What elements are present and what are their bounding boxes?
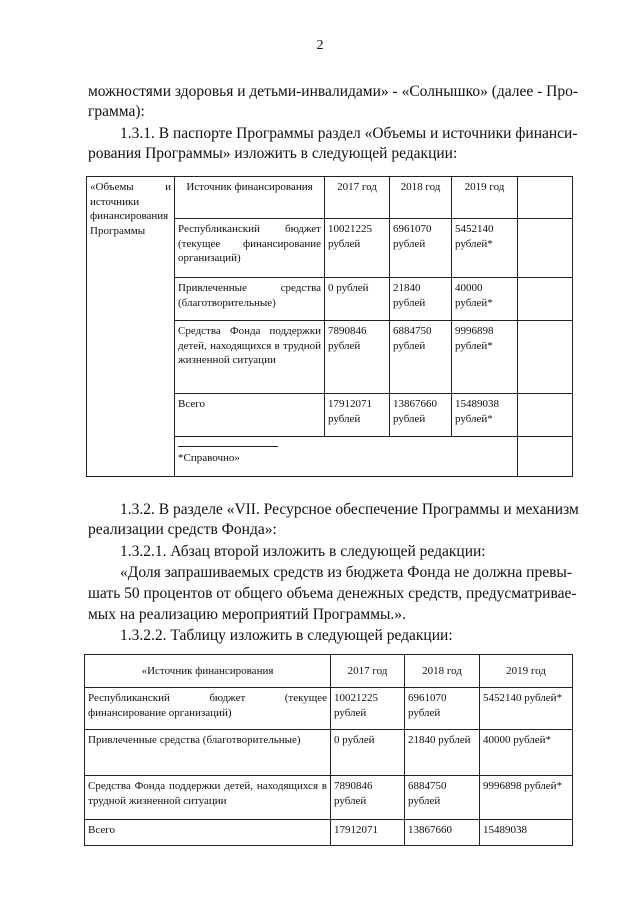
para-1-3-2-1: 1.3.2.1. Абзац второй изложить в следующей редакции:	[120, 543, 486, 560]
empty-cell	[518, 278, 573, 321]
header-2017: 2017 год	[325, 177, 390, 219]
table-row	[85, 776, 573, 820]
para-1-3-1-line-2: рования Программы» изложить в следующей редакции:	[88, 145, 458, 162]
header-2018: 2018 год	[390, 177, 452, 219]
header-source: Источник финансирования	[175, 177, 325, 219]
table-row	[85, 688, 573, 730]
row-2018: 21840 рублей	[405, 730, 480, 776]
row-2018: 6884750 рублей	[390, 321, 452, 394]
row-2019: 15489038 рублей*	[452, 394, 518, 437]
row-2019: 40000 рублей*	[452, 278, 518, 321]
funding-table	[84, 654, 573, 846]
row-source: Привлеченные средства (благотворительные)	[85, 730, 331, 776]
row-2019: 9996898 рублей*	[480, 776, 573, 820]
row-2017: 0 рублей	[331, 730, 405, 776]
empty-cell	[518, 437, 573, 477]
quote-line-3: мых на реализацию мероприятий Программы.».	[88, 606, 406, 623]
row-source: Всего	[85, 820, 331, 846]
row-source: Привлеченные средства (благотворительные)	[175, 278, 325, 321]
row-2017: 0 рублей	[325, 278, 390, 321]
row-source: Средства Фонда поддержки детей, находящихся в трудной жизненной ситуации	[175, 321, 325, 394]
para-1-3-1-line-1: 1.3.1. В паспорте Программы раздел «Объемы и источники финанси-	[120, 125, 578, 142]
row-2017: 7890846 рублей	[325, 321, 390, 394]
section-label: «Объемы и источники финансирования Программы	[90, 181, 171, 237]
header-source: «Источник финансирования	[85, 655, 331, 688]
empty-cell	[518, 177, 573, 219]
empty-cell	[518, 219, 573, 278]
row-2018: 6961070 рублей	[390, 219, 452, 278]
header-2017: 2017 год	[331, 655, 405, 688]
para-1-3-2-line-1: 1.3.2. В разделе «VII. Ресурсное обеспечение Программы и механизм	[120, 501, 579, 518]
row-2019: 9996898 рублей*	[452, 321, 518, 394]
row-2018: 13867660	[405, 820, 480, 846]
header-2018: 2018 год	[405, 655, 480, 688]
row-2017: 7890846 рублей	[331, 776, 405, 820]
table-row	[85, 730, 573, 776]
row-source: Республиканский бюджет (текущее финансирование организаций)	[175, 219, 325, 278]
row-2017: 17912071 рублей	[325, 394, 390, 437]
table-row	[85, 820, 573, 846]
para-1-3-2-2: 1.3.2.2. Таблицу изложить в следующей редакции:	[120, 627, 453, 644]
header-2019: 2019 год	[480, 655, 573, 688]
row-2019: 15489038	[480, 820, 573, 846]
quote-line-2: шать 50 процентов от общего объема денежных средств, предусматривае-	[88, 585, 577, 602]
row-2019: 5452140 рублей*	[480, 688, 573, 730]
intro-line-1: можностями здоровья и детьми-инвалидами» - «Солнышко» (далее - Про-	[88, 83, 579, 100]
row-2018: 21840 рублей	[390, 278, 452, 321]
row-2017: 17912071	[331, 820, 405, 846]
row-2019: 5452140 рублей*	[452, 219, 518, 278]
row-2019: 40000 рублей*	[480, 730, 573, 776]
header-2019: 2019 год	[452, 177, 518, 219]
intro-line-2: грамма):	[88, 103, 145, 120]
footnote-rule	[178, 446, 278, 447]
footnote-cell	[175, 437, 518, 477]
section-label-cell	[87, 177, 175, 477]
empty-cell	[518, 394, 573, 437]
row-source: Всего	[175, 394, 325, 437]
row-2017: 10021225 рублей	[325, 219, 390, 278]
row-2017: 10021225 рублей	[331, 688, 405, 730]
row-2018: 6961070 рублей	[405, 688, 480, 730]
footnote-text: *Справочно»	[178, 452, 240, 464]
empty-cell	[518, 321, 573, 394]
row-source: Республиканский бюджет (текущее финансирование организаций)	[85, 688, 331, 730]
page-number: 2	[316, 38, 324, 53]
row-2018: 6884750 рублей	[405, 776, 480, 820]
para-1-3-2-line-2: реализации средств Фонда»:	[88, 521, 277, 538]
passport-table	[86, 176, 573, 477]
quote-line-1: «Доля запрашиваемых средств из бюджета Фонда не должна превы-	[120, 564, 573, 581]
row-source: Средства Фонда поддержки детей, находящихся в трудной жизненной ситуации	[85, 776, 331, 820]
row-2018: 13867660 рублей	[390, 394, 452, 437]
